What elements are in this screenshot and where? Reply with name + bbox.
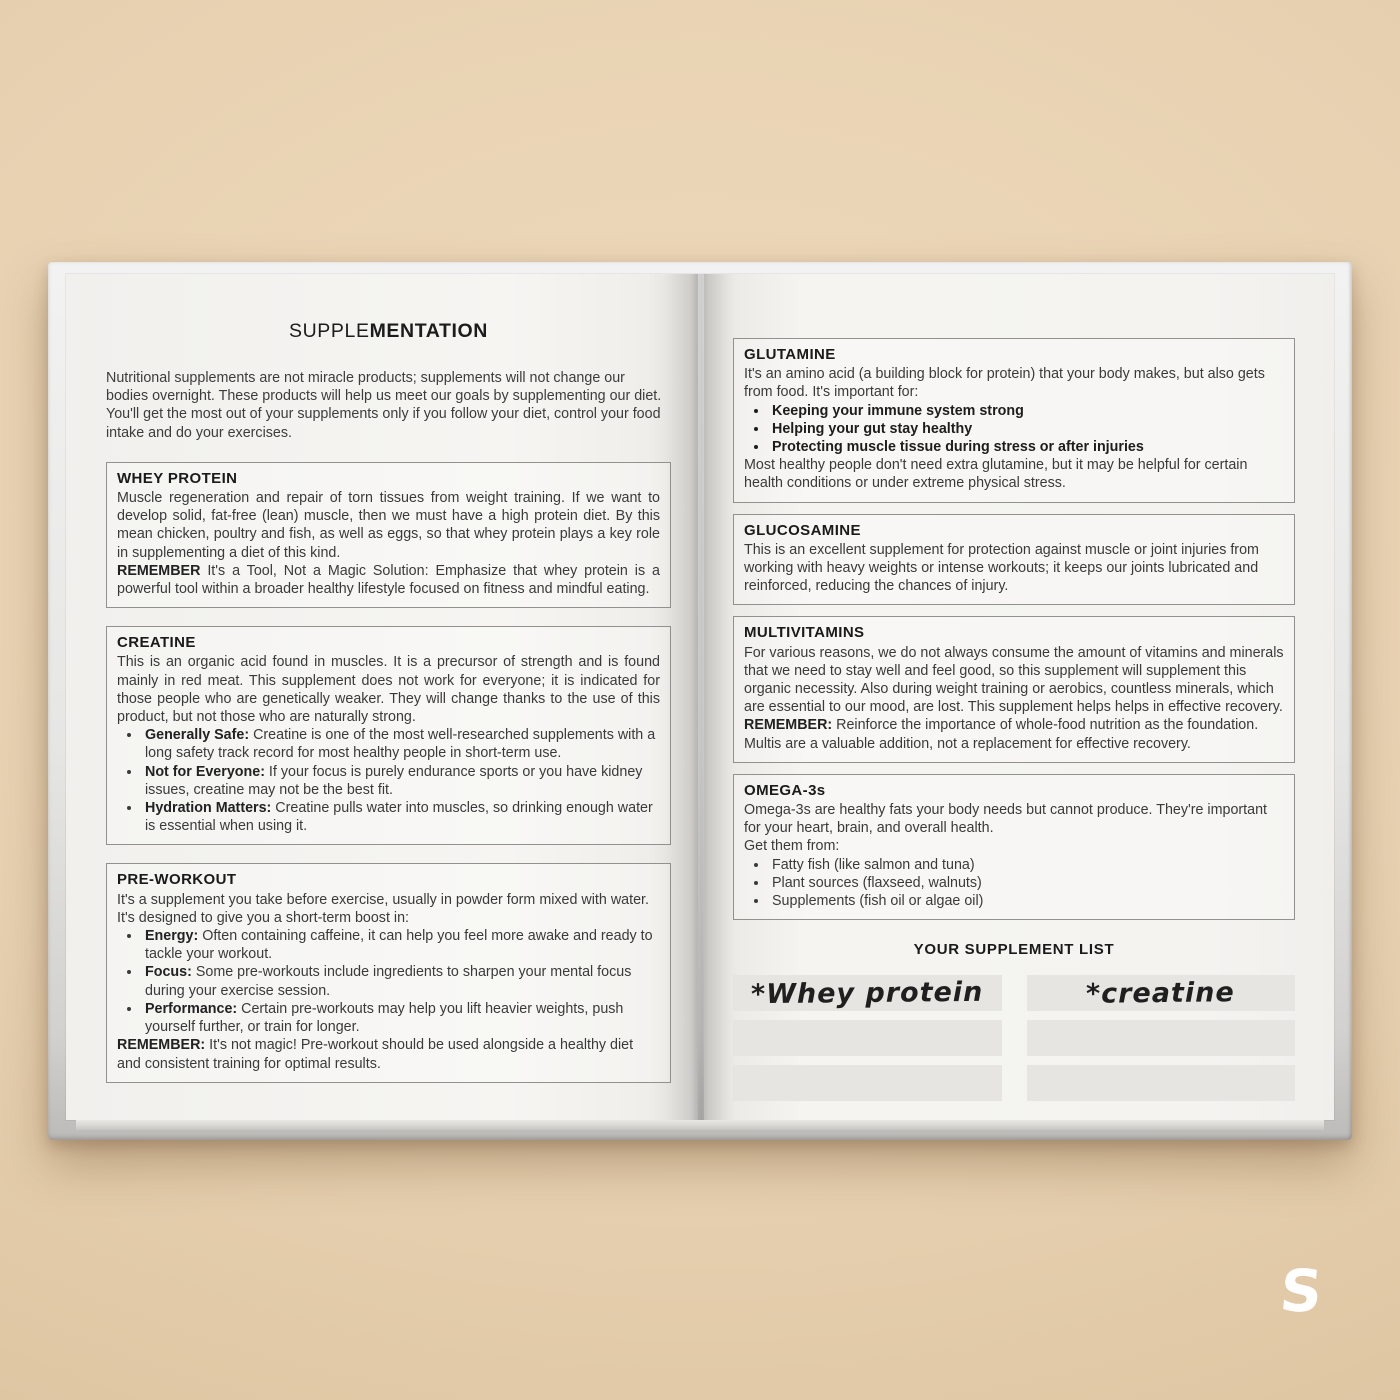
bullet-list xyxy=(117,927,660,1036)
open-book xyxy=(48,262,1352,1140)
bullet-list xyxy=(117,726,660,835)
handwritten-entry: *creatine xyxy=(1086,977,1236,1010)
section-body: This is an organic acid found in muscles. It is a precursor of strength and is found mainly in red meat. This supplement does not work for everyone; it is indicated for those people who are genetically weaker. They will change thanks to the use of this product, but not those who are naturally strong. xyxy=(117,654,660,726)
remember-note xyxy=(744,716,1284,752)
bullet-item: • Supplements (fish oil or algae oil) xyxy=(769,892,1284,910)
section-subline: Get them from: xyxy=(744,838,840,855)
remember-label: REMEMBER: xyxy=(117,1037,206,1054)
remember-text: Reinforce the importance of whole-food nutrition as the foundation. Multis are a valuable addition, not a replacement for effective recovery. xyxy=(744,717,1259,752)
intro-text xyxy=(106,369,671,442)
bullet-text: Often containing caffeine, it can help you feel more awake and ready to tackle your workout. xyxy=(145,928,653,963)
section-body: This is an excellent supplement for protection against muscle or joint injuries from working with heavy weights or intense workouts; it keeps our joints lubricated and reinforced, reducing the chances of injury. xyxy=(744,541,1259,595)
section-body: For various reasons, we do not always consume the amount of vitamins and minerals that we need to stay well and feel good, so this supplement will supplement this organic necessity. Also during weight training or aerobics, countless minerals, which are essential to our mood, are lost. This supplement helps helps in effective recovery. xyxy=(744,644,1284,716)
section-heading: CREATINE xyxy=(117,634,196,652)
section-creatine xyxy=(106,626,671,845)
section-heading: WHEY PROTEIN xyxy=(117,469,238,487)
page-title xyxy=(106,320,671,343)
page-stack-edge xyxy=(76,1120,1324,1130)
bullet-item: • Fatty fish (like salmon and tuna) xyxy=(769,856,1284,874)
supplement-list-left-column xyxy=(733,975,1002,1101)
bullet-item: • Helping your gut stay healthy xyxy=(769,420,1284,438)
bullet-label: Energy: xyxy=(145,928,199,945)
bullet-item xyxy=(142,763,660,799)
section-glutamine xyxy=(733,338,1295,503)
section-footer: Most healthy people don't need extra glutamine, but it may be helpful for certain health conditions or under extreme physical stress. xyxy=(744,457,1248,492)
left-page xyxy=(66,274,698,1120)
bullet-label: Generally Safe: xyxy=(145,727,250,744)
bullet-label: Not for Everyone: xyxy=(145,763,265,780)
right-page xyxy=(704,274,1334,1120)
supplement-list-heading: YOUR SUPPLEMENT LIST xyxy=(913,941,1115,959)
section-whey-protein xyxy=(106,462,671,608)
remember-note xyxy=(117,1036,660,1072)
bullet-item: • Keeping your immune system strong xyxy=(769,402,1284,420)
bullet-text: Creatine is one of the most well-researched supplements with a long safety track record for most healthy people in short-term use. xyxy=(145,727,656,762)
supplement-list-right-column xyxy=(1027,975,1296,1101)
bullet-list xyxy=(744,402,1284,457)
section-body: It's a supplement you take before exercise, usually in powder form mixed with water. It's designed to give you a short-term boost in: xyxy=(117,891,649,926)
section-body: Omega-3s are healthy fats your body needs but cannot produce. They're important for your heart, brain, and overall health. xyxy=(744,802,1268,837)
bullet-text: Creatine pulls water into muscles, so drinking enough water is essential when using it. xyxy=(145,800,653,835)
section-glucosamine xyxy=(733,514,1295,606)
remember-label: REMEMBER: xyxy=(744,717,833,734)
section-omega-3s xyxy=(733,774,1295,920)
remember-label: REMEMBER xyxy=(117,562,201,579)
bullet-item xyxy=(142,927,660,963)
remember-text: It's a Tool, Not a Magic Solution: Emphasize that whey protein is a powerful tool within a broader healthy lifestyle focused on fitness and mindful eating. xyxy=(117,562,660,598)
bullet-item xyxy=(142,799,660,835)
bullet-label: Performance: xyxy=(145,1000,238,1017)
bullet-item xyxy=(142,963,660,999)
section-heading: GLUCOSAMINE xyxy=(744,521,861,539)
bullet-label: Hydration Matters: xyxy=(145,800,272,817)
section-pre-workout xyxy=(106,863,671,1082)
brand-s-logo: S xyxy=(1277,1257,1326,1325)
intro-paragraph-1: Nutritional supplements are not miracle products; supplements will not change our bodies overnight. These products will help us meet our goals by supplementing our diet. xyxy=(106,370,662,405)
section-heading: OMEGA-3s xyxy=(744,781,826,799)
book-pages xyxy=(66,274,1334,1120)
bullet-list xyxy=(744,856,1284,911)
supplement-list-row xyxy=(1027,975,1296,1011)
title-normal-part: SUPPLE xyxy=(289,320,370,342)
section-body: It's an amino acid (a building block for protein) that your body makes, but also gets from food. It's important for: xyxy=(744,366,1265,401)
supplement-list-row xyxy=(1027,1020,1296,1056)
bullet-text: Certain pre-workouts may help you lift heavier weights, push yourself further, or train for longer. xyxy=(145,1000,624,1036)
bullet-label: Focus: xyxy=(145,964,192,981)
bullet-item xyxy=(142,1000,660,1036)
section-heading: MULTIVITAMINS xyxy=(744,624,865,642)
title-bold-part: MENTATION xyxy=(369,320,488,342)
handwritten-entry: *Whey protein xyxy=(750,976,984,1010)
bullet-item: • Protecting muscle tissue during stress or after injuries xyxy=(769,438,1284,456)
supplement-list xyxy=(733,941,1295,1101)
supplement-list-row xyxy=(733,975,1002,1011)
intro-paragraph-2: You'll get the most out of your supplements only if you follow your diet, control your food intake and do your exercises. xyxy=(106,406,661,441)
section-body: Muscle regeneration and repair of torn tissues from weight training. If we want to develop solid, fat-free (lean) muscle, then we must have a high protein diet. By this mean chicken, poultry and fish, as well as eggs, so that whey protein plays a key role in supplementing a diet of this kind. xyxy=(117,490,660,561)
bullet-item: • Plant sources (flaxseed, walnuts) xyxy=(769,874,1284,892)
remember-text: It's not magic! Pre-workout should be used alongside a healthy diet and consistent training for optimal results. xyxy=(117,1037,634,1072)
supplement-list-row xyxy=(1027,1065,1296,1101)
bullet-item xyxy=(142,726,660,762)
supplement-list-row xyxy=(733,1020,1002,1056)
section-heading: GLUTAMINE xyxy=(744,346,836,363)
supplement-list-row xyxy=(733,1065,1002,1101)
remember-note xyxy=(117,562,660,598)
section-multivitamins xyxy=(733,616,1295,762)
bullet-text: Some pre-workouts include ingredients to sharpen your mental focus during your exercise session. xyxy=(145,964,632,999)
section-heading: PRE-WORKOUT xyxy=(117,871,237,889)
bullet-text: If your focus is purely endurance sports or you have kidney issues, creatine may not be the best fit. xyxy=(145,763,643,798)
